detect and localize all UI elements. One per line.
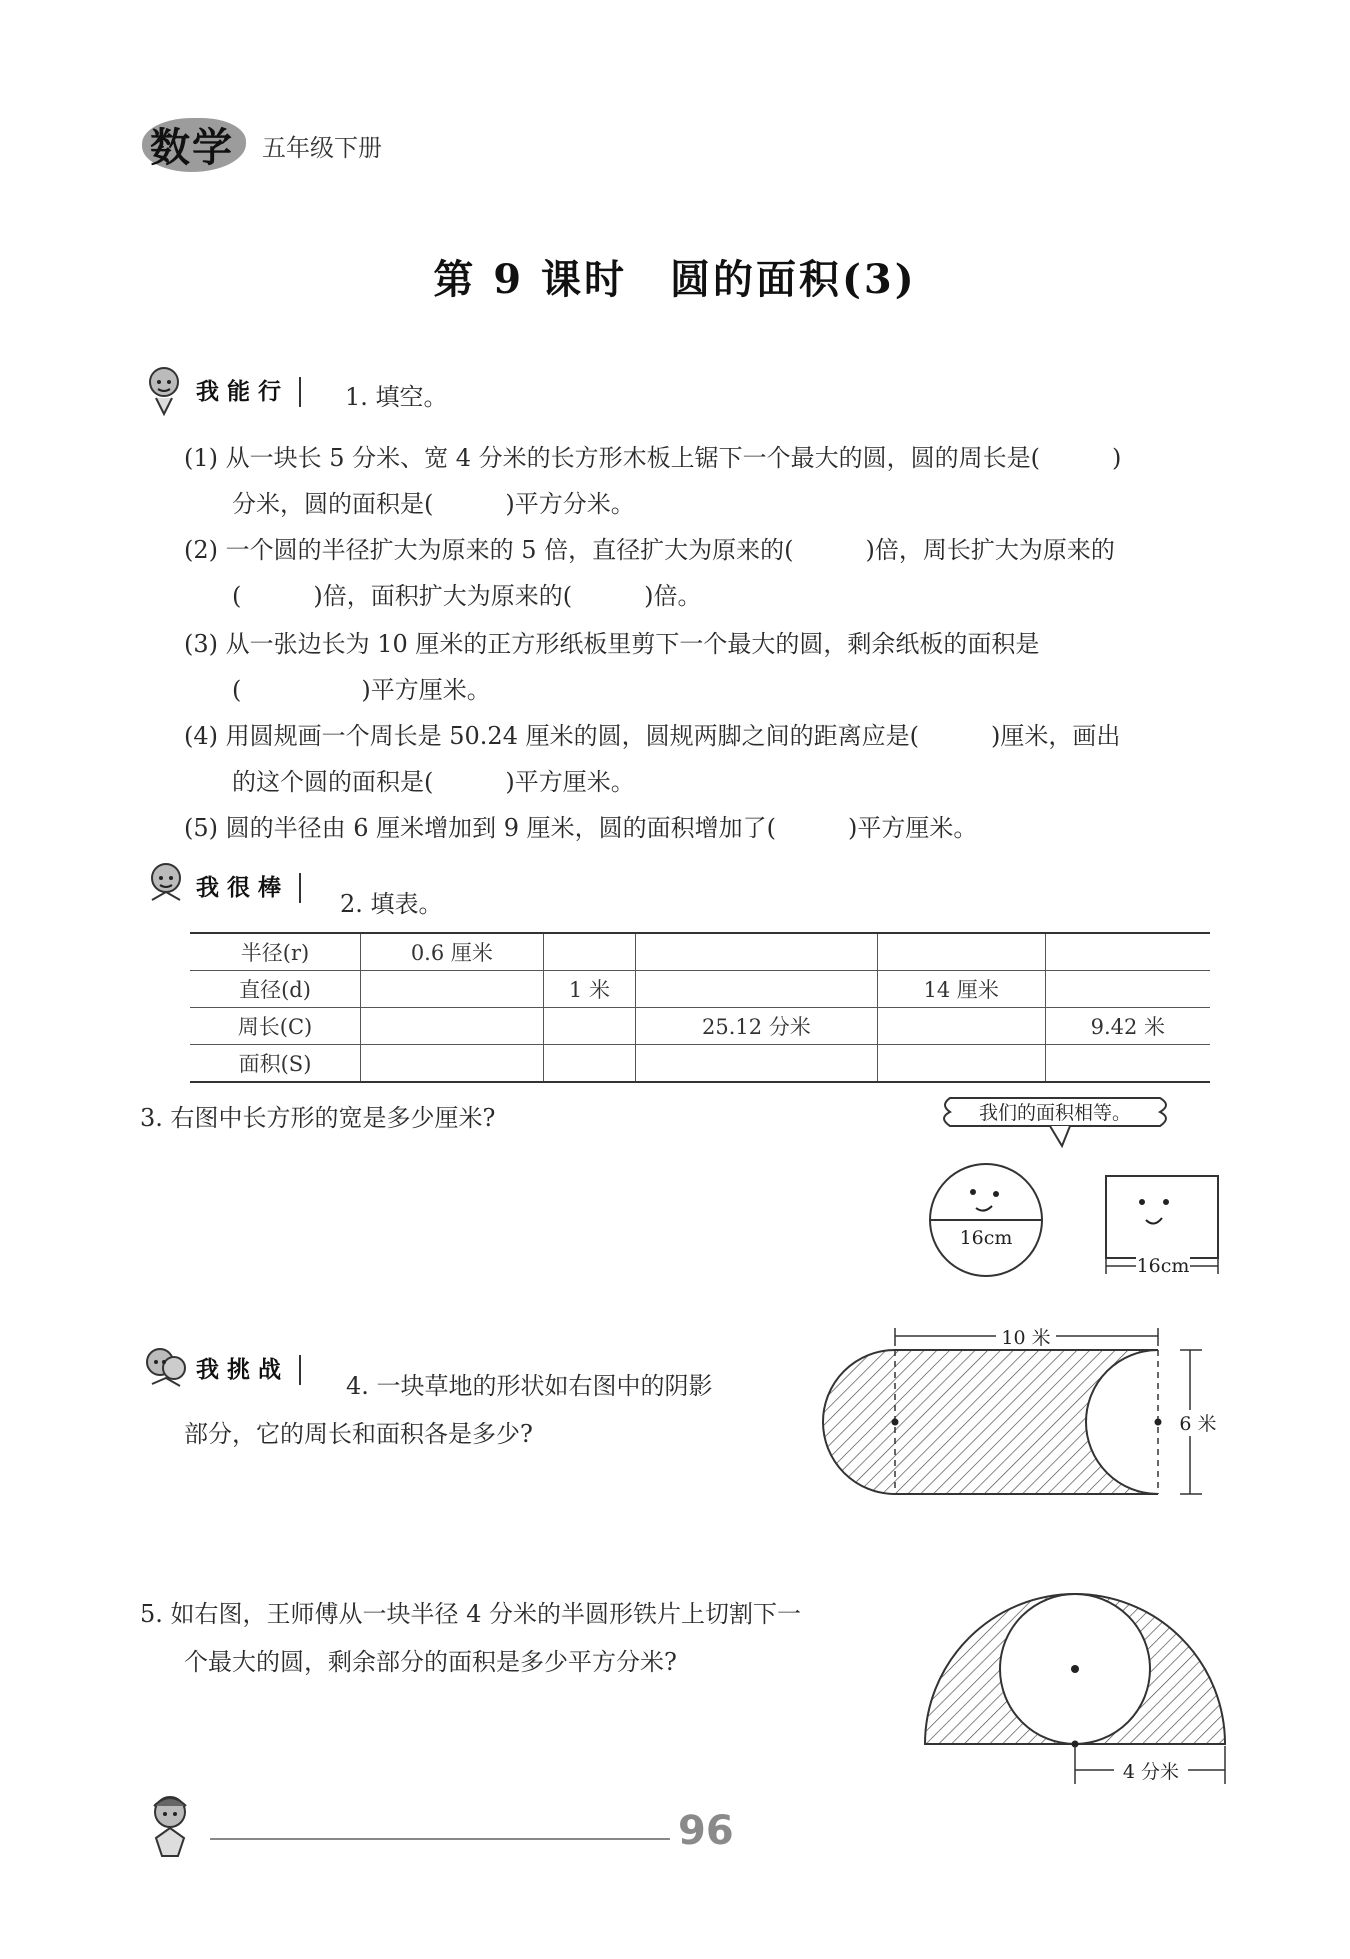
table-cell (361, 971, 544, 1008)
table-cell (1045, 933, 1210, 971)
table-cell (543, 933, 635, 971)
badge-label: 我很棒 (190, 873, 301, 903)
grade-label: 五年级下册 (262, 134, 382, 162)
fill-in-table (190, 932, 1210, 1083)
table-cell: 面积(S) (190, 1045, 361, 1083)
badge-label: 我能行 (190, 377, 301, 407)
cartoon-girl-icon (142, 860, 190, 916)
badge-label: 我挑战 (190, 1355, 301, 1385)
q3-figure (920, 1090, 1220, 1290)
table-cell (543, 1045, 635, 1083)
q1-line: (5) 圆的半径由 6 厘米增加到 9 厘米，圆的面积增加了( )平方厘米。 (184, 814, 978, 842)
cartoon-kids-icon (142, 1342, 190, 1398)
badge-wo-tiao-zhan (142, 1342, 301, 1398)
q1-line: (4) 用圆规画一个周长是 50.24 厘米的圆，圆规两脚之间的距离应是( )厘米，画出 (184, 722, 1121, 750)
lesson-title: 第 9 课时 圆的面积(3) (433, 256, 917, 303)
shaded-lawn (823, 1350, 1158, 1494)
rectangle-face (1106, 1176, 1218, 1258)
q1-line: (1) 从一块长 5 分米、宽 4 分米的长方形木板上锯下一个最大的圆，圆的周长是( ) (184, 444, 1122, 472)
table-row (190, 1008, 1210, 1045)
table-cell (636, 1045, 877, 1083)
table-cell (361, 1045, 544, 1083)
bubble-text: 我们的面积相等。 (978, 1102, 1132, 1124)
subject-title: 数学 (150, 125, 234, 171)
q1-line: 分米，圆的面积是( )平方分米。 (232, 490, 635, 518)
table-cell (877, 933, 1045, 971)
table-cell: 25.12 分米 (636, 1008, 877, 1045)
q1-line: ( )倍，面积扩大为原来的( )倍。 (232, 582, 702, 610)
table-cell: 9.42 米 (1045, 1008, 1210, 1045)
q1-line: (2) 一个圆的半径扩大为原来的 5 倍，直径扩大为原来的( )倍，周长扩大为原来的 (184, 536, 1115, 564)
table-cell: 0.6 厘米 (361, 933, 544, 971)
badge-wo-neng-xing (142, 364, 301, 420)
table-cell (636, 971, 877, 1008)
table-cell (361, 1008, 544, 1045)
table-cell (877, 1045, 1045, 1083)
q1-line: ( )平方厘米。 (232, 676, 491, 704)
table-cell (636, 933, 877, 971)
page-number: 96 (678, 1808, 734, 1854)
table-row (190, 971, 1210, 1008)
radius-label: 4 分米 (1122, 1761, 1180, 1783)
table-cell (877, 1008, 1045, 1045)
dim-top-label: 10 米 (1001, 1327, 1051, 1349)
rect-length-label: 16cm (1136, 1255, 1190, 1277)
footer-rule (210, 1838, 670, 1840)
cartoon-boy-icon (142, 1790, 202, 1860)
table-cell: 半径(r) (190, 933, 361, 971)
table-cell: 直径(d) (190, 971, 361, 1008)
table-cell: 14 厘米 (877, 971, 1045, 1008)
table-row (190, 1045, 1210, 1083)
cartoon-girl-icon (142, 364, 190, 420)
q4-figure (810, 1324, 1230, 1514)
q5-text: 个最大的圆，剩余部分的面积是多少平方分米? (184, 1648, 677, 1676)
q1-title: 1. 填空。 (345, 383, 448, 411)
q3-text: 3. 右图中长方形的宽是多少厘米? (140, 1104, 496, 1132)
table-cell (543, 1008, 635, 1045)
badge-wo-hen-bang (142, 860, 301, 916)
q2-title: 2. 填表。 (340, 890, 443, 918)
q1-line: 的这个圆的面积是( )平方厘米。 (232, 768, 635, 796)
table-cell: 1 米 (543, 971, 635, 1008)
q1-heading (345, 382, 448, 412)
table-row (190, 933, 1210, 971)
q5-text: 5. 如右图，王师傅从一块半径 4 分米的半圆形铁片上切割下一 (140, 1600, 802, 1628)
circle-diameter-label: 16cm (959, 1227, 1013, 1249)
q5-figure (920, 1584, 1230, 1794)
q1-line: (3) 从一张边长为 10 厘米的正方形纸板里剪下一个最大的圆，剩余纸板的面积是 (184, 630, 1040, 658)
table-cell: 周长(C) (190, 1008, 361, 1045)
q4-text: 部分，它的周长和面积各是多少? (184, 1420, 533, 1448)
q4-text: 4. 一块草地的形状如右图中的阴影 (346, 1372, 713, 1400)
table-cell (1045, 971, 1210, 1008)
dim-right-label: 6 米 (1179, 1413, 1217, 1435)
table-cell (1045, 1045, 1210, 1083)
